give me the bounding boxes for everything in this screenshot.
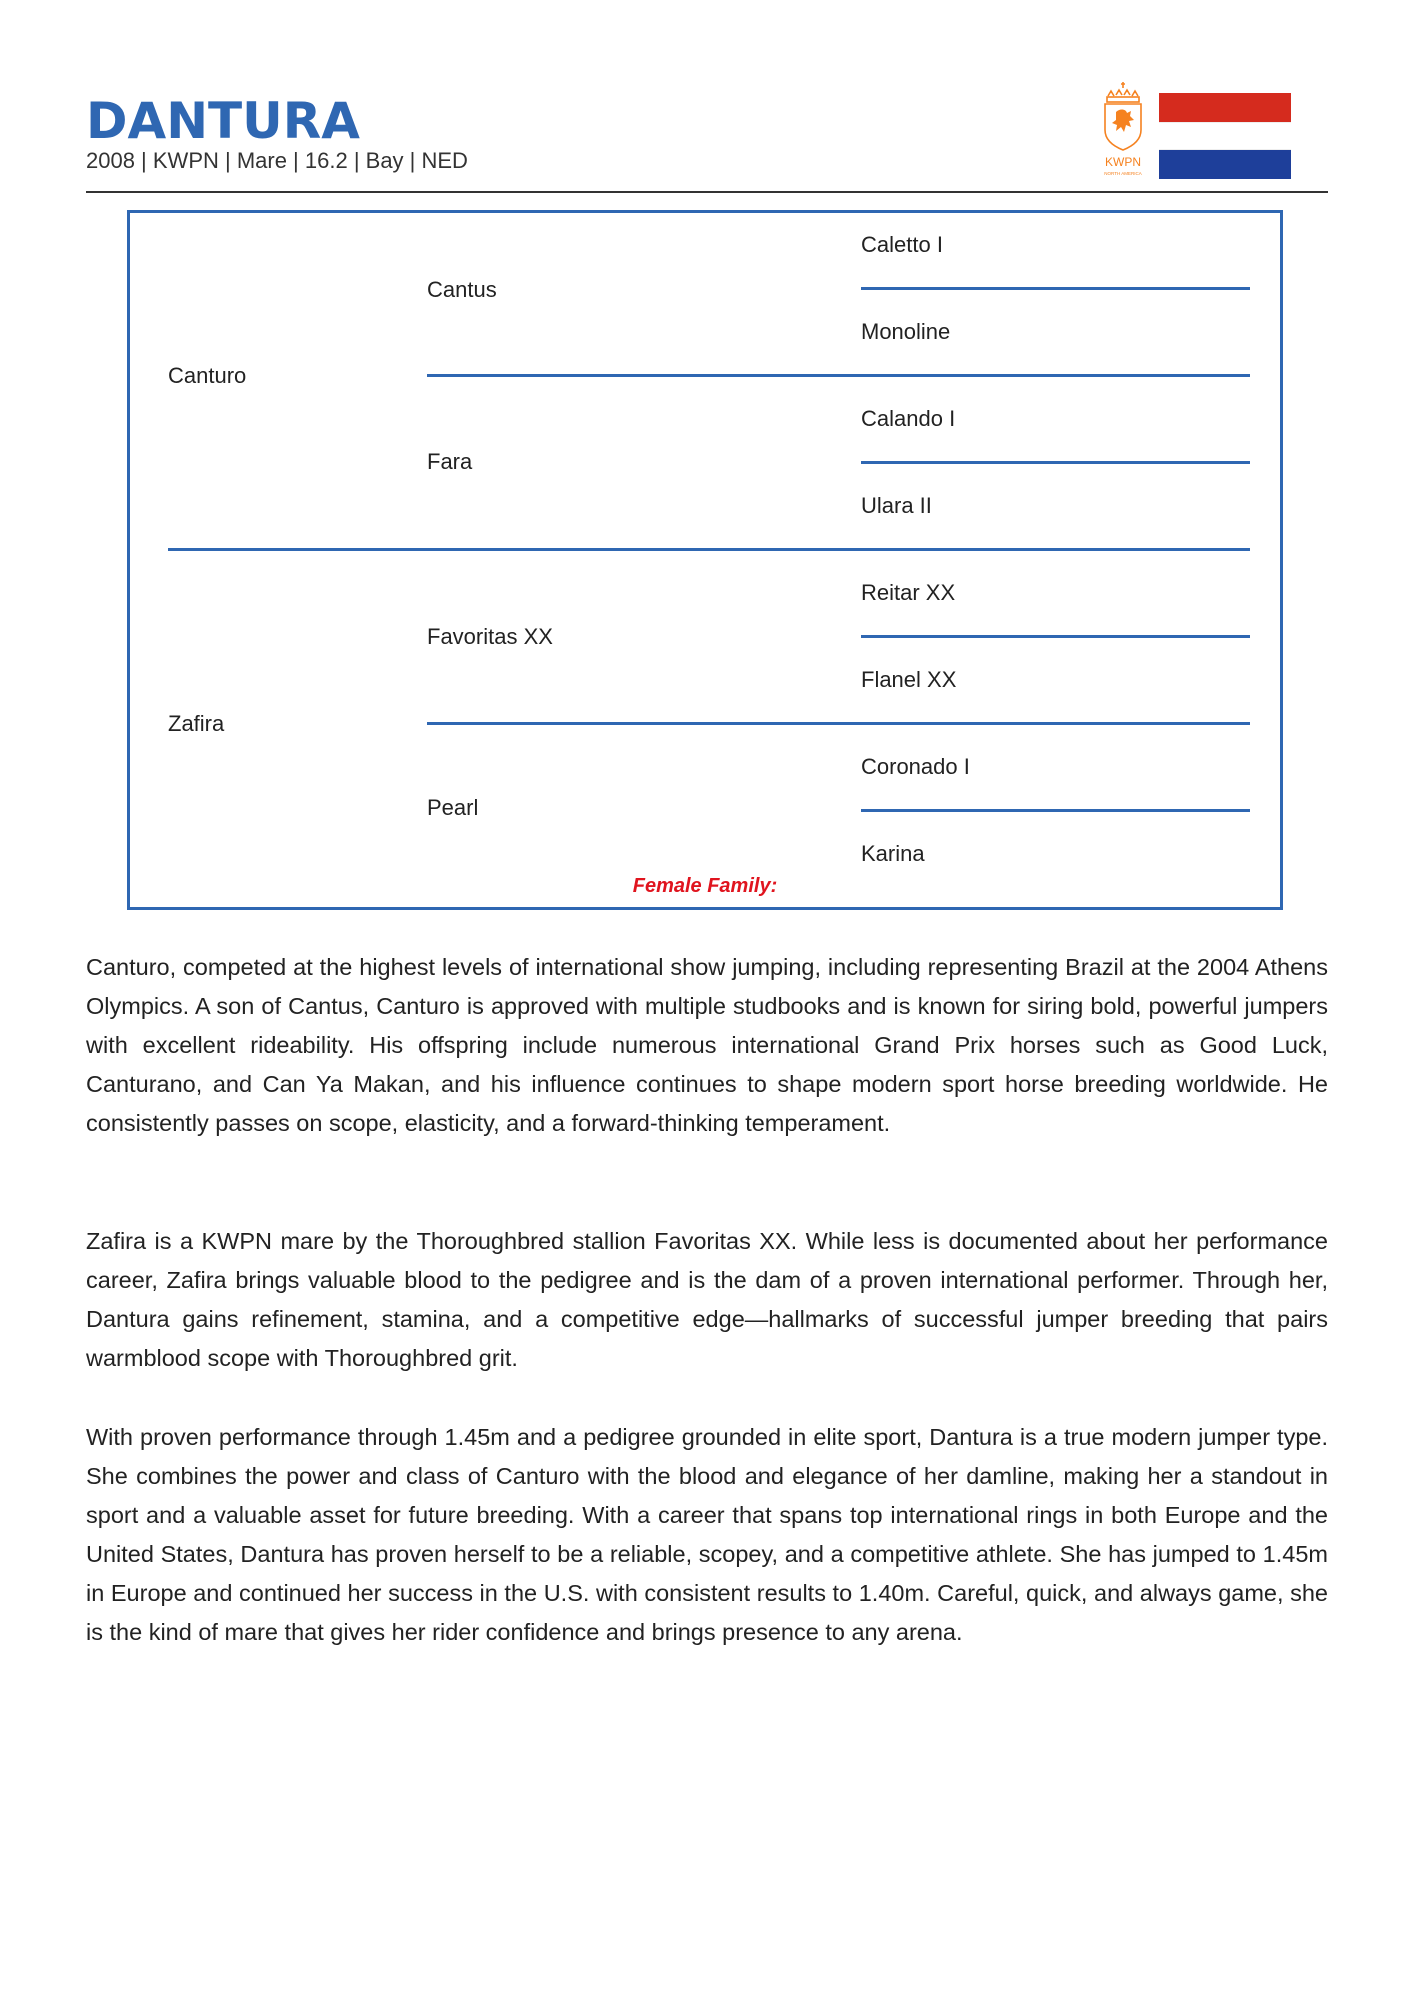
dam-description-paragraph: Zafira is a KWPN mare by the Thoroughbred stallion Favoritas XX. While less is documented about her performance career, Zafira brings valuable blood to the pedigree and is the dam of a proven international performer. Through her, Dantura gains refinement, stamina, and a competitive edge—hallmarks of successful jumper breeding that pairs warmblood scope with Thoroughbred grit. bbox=[86, 1228, 1328, 1371]
sire-sire-name: Cantus bbox=[427, 277, 497, 302]
sire-description-paragraph: Canturo, competed at the highest levels of international show jumping, including representing Brazil at the 2004 Athens Olympics. A son of Cantus, Canturo is approved with multiple studbooks and is known for siring bold, powerful jumpers with excellent rideability. His offspring include numerous international Grand Prix horses such as Good Luck, Canturano, and Can Ya Makan, and his influence continues to shape modern sport horse breeding worldwide. He consistently passes on scope, elasticity, and a forward-thinking temperament. bbox=[86, 954, 1328, 1136]
horse-details-subtitle: 2008 | KWPN | Mare | 16.2 | Bay | NED bbox=[86, 148, 468, 173]
sire-dam-name: Fara bbox=[427, 449, 473, 474]
generation-divider bbox=[861, 635, 1250, 638]
dam-sire-name: Favoritas XX bbox=[427, 624, 553, 649]
pedigree-chart bbox=[127, 210, 1283, 910]
netherlands-flag-icon bbox=[1159, 93, 1291, 179]
generation-divider bbox=[427, 374, 1250, 377]
gen3-name: Flanel XX bbox=[861, 667, 957, 692]
kwpn-logo bbox=[1100, 82, 1146, 182]
gen3-name: Karina bbox=[861, 841, 925, 866]
gen3-name: Reitar XX bbox=[861, 580, 956, 605]
female-family-label: Female Family: bbox=[632, 875, 778, 897]
header-divider bbox=[86, 191, 1328, 193]
flag-stripe-blue bbox=[1159, 150, 1291, 179]
flag-stripe-red bbox=[1159, 93, 1291, 122]
logo-text: KWPN bbox=[1105, 155, 1141, 169]
generation-divider bbox=[861, 461, 1250, 464]
horse-name-title: DANTURA bbox=[86, 92, 360, 150]
sire-name: Canturo bbox=[168, 363, 247, 388]
gen3-name: Calando I bbox=[861, 406, 956, 431]
flag-stripe-white bbox=[1159, 122, 1291, 151]
horse-summary-paragraph: With proven performance through 1.45m and a pedigree grounded in elite sport, Dantura is a true modern jumper type. She combines the power and class of Canturo with the blood and elegance of her damline, making her a standout in sport and a valuable asset for future breeding. With a career that spans top international rings in both Europe and the United States, Dantura has proven herself to be a reliable, scopey, and a competitive athlete. She has jumped to 1.45m in Europe and continued her success in the U.S. with consistent results to 1.40m. Careful, quick, and always game, she is the kind of mare that gives her rider confidence and brings presence to any arena. bbox=[86, 1424, 1328, 1645]
logo-subtext: NORTH AMERICA bbox=[1104, 171, 1142, 176]
generation-divider bbox=[168, 548, 1250, 551]
gen3-name: Ulara II bbox=[861, 493, 932, 518]
generation-divider bbox=[861, 287, 1250, 290]
kwpn-lion-crest-icon bbox=[1100, 82, 1146, 182]
dam-dam-name: Pearl bbox=[427, 795, 479, 820]
generation-divider bbox=[861, 809, 1250, 812]
generation-divider bbox=[427, 722, 1250, 725]
gen3-name: Monoline bbox=[861, 319, 951, 344]
gen3-name: Coronado I bbox=[861, 754, 970, 779]
gen3-name: Caletto I bbox=[861, 232, 943, 257]
dam-name: Zafira bbox=[168, 711, 225, 736]
